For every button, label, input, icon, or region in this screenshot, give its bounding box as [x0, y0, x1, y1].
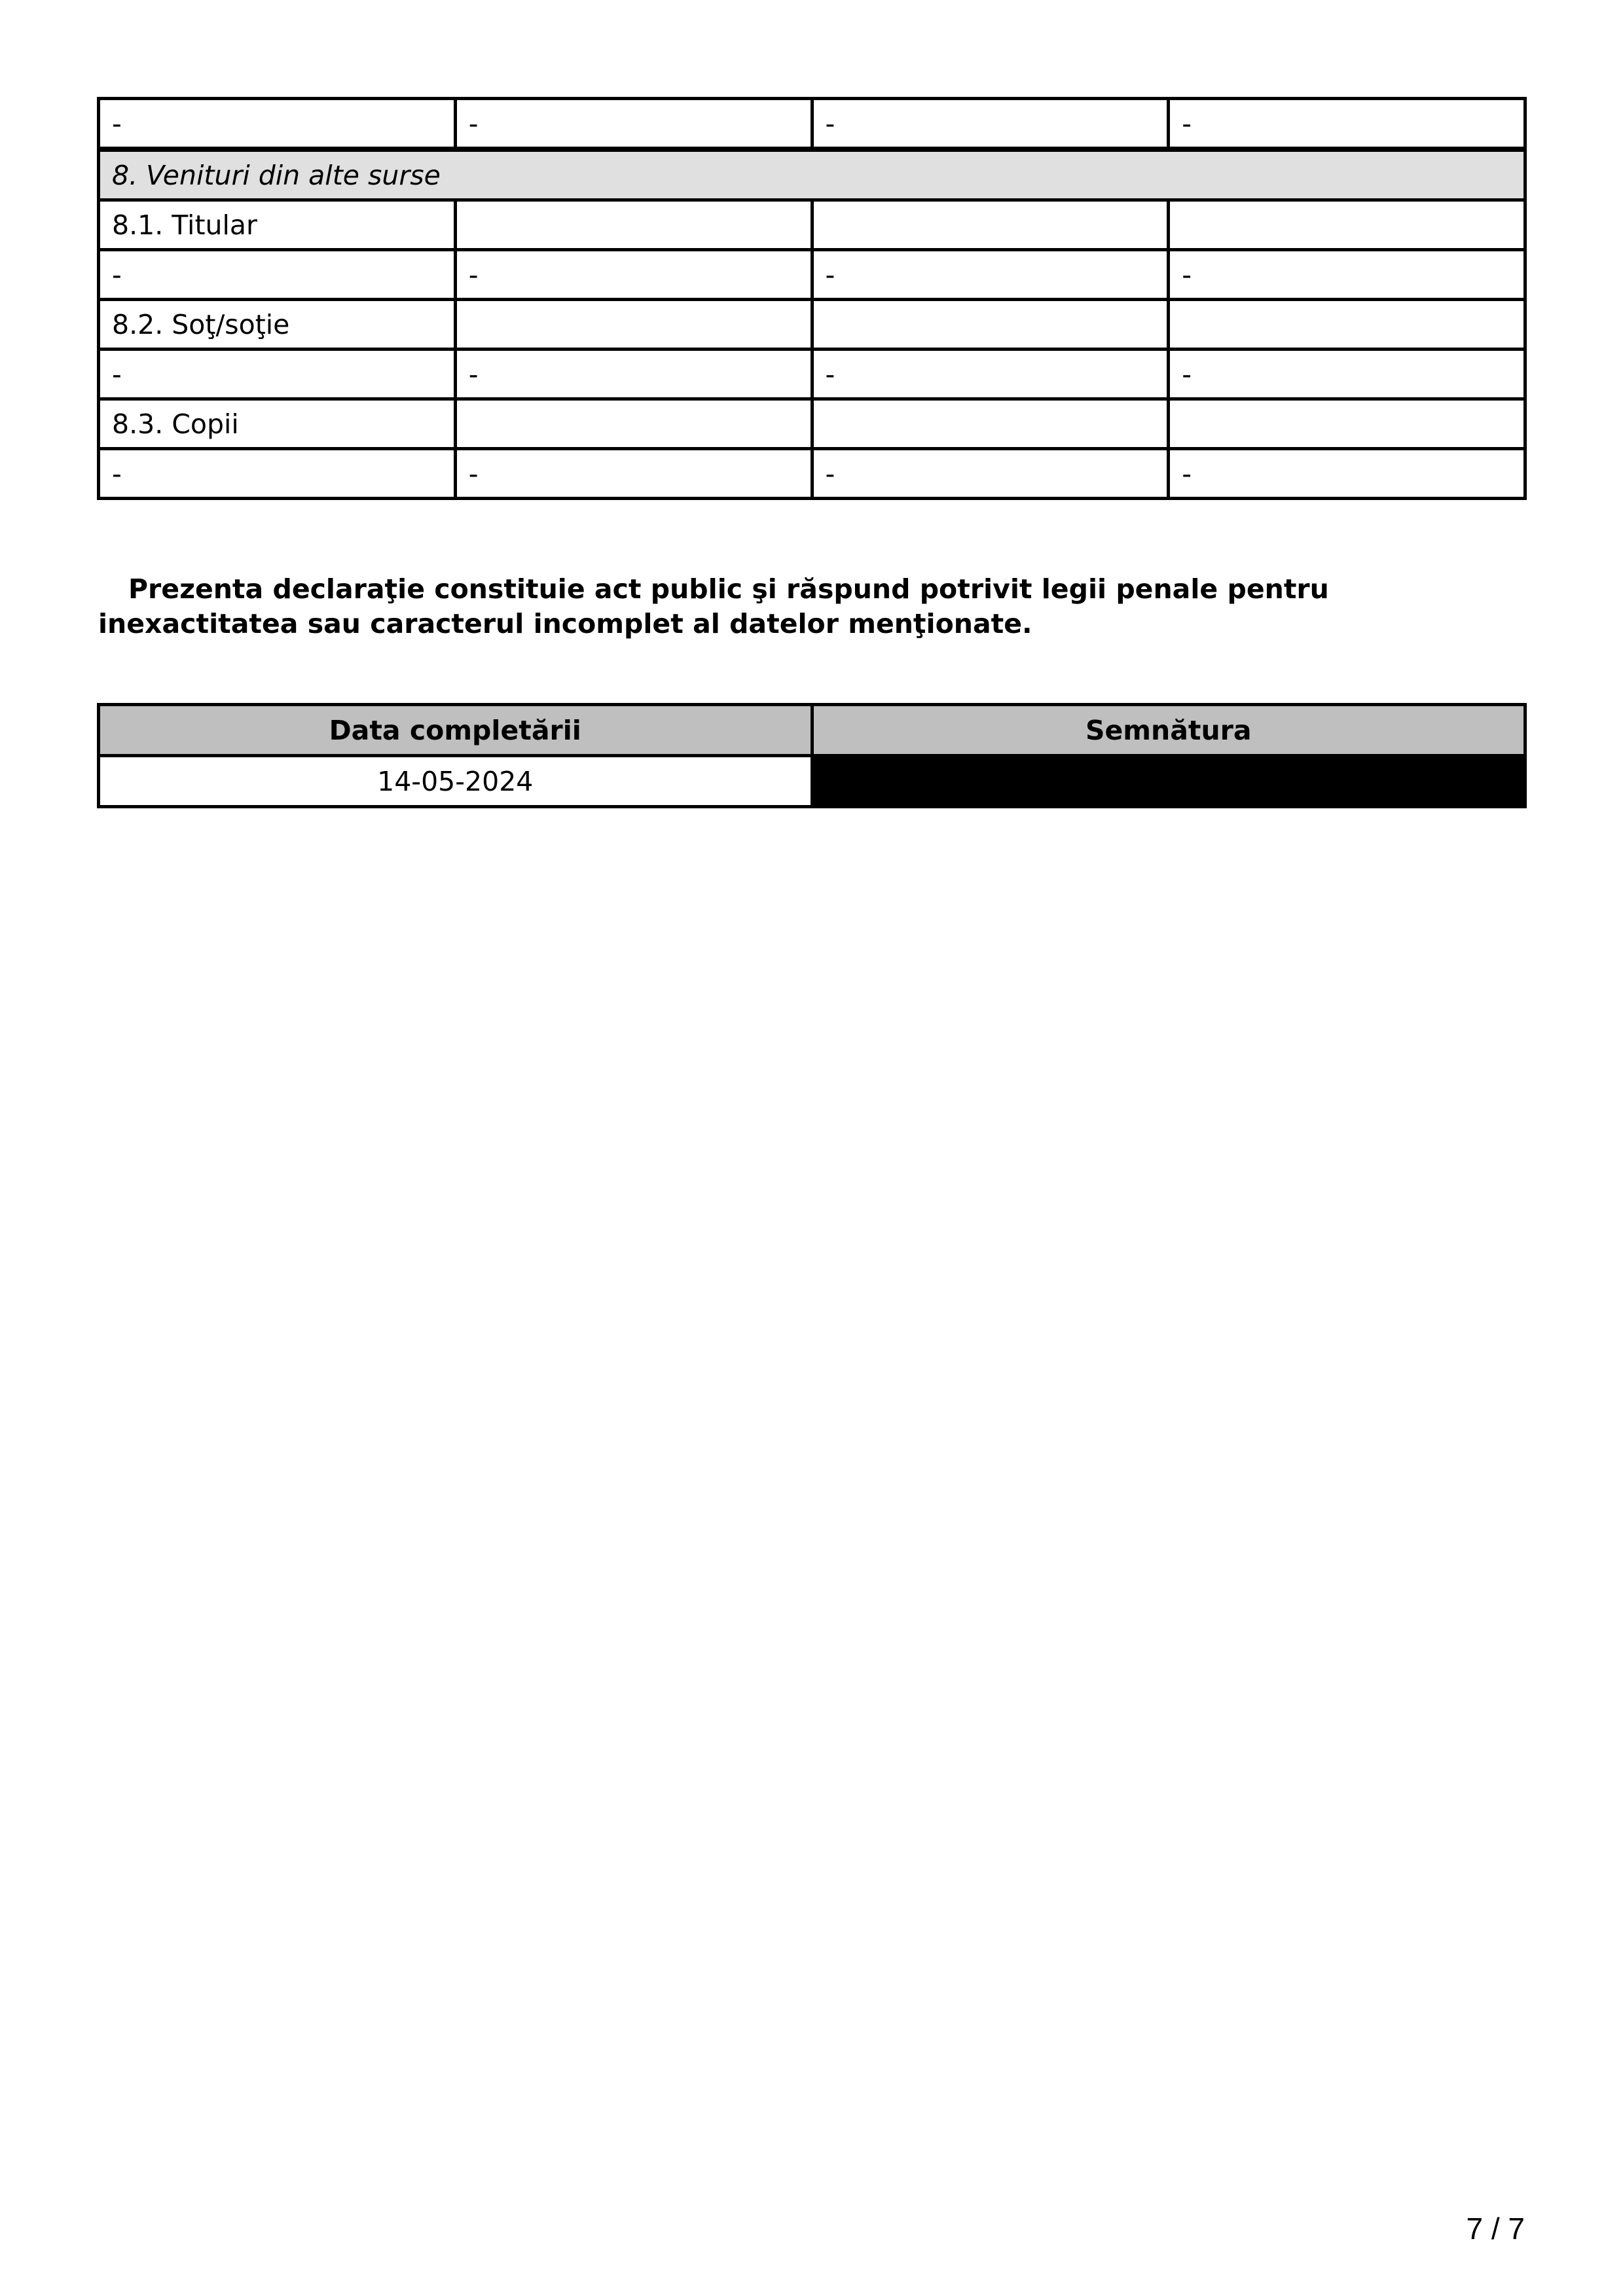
table-cell: [1169, 300, 1525, 350]
date-header: Data completării: [99, 705, 812, 756]
table-cell: [812, 399, 1169, 449]
table-cell: -: [812, 99, 1169, 150]
table-row: [99, 399, 1525, 449]
redacted-signature: [812, 756, 1525, 807]
row-label-spouse: 8.2. Soţ/soţie: [99, 300, 456, 350]
table-cell: [455, 399, 812, 449]
row-label-titular: 8.1. Titular: [99, 200, 456, 250]
table-cell: -: [1169, 250, 1525, 300]
completion-date: 14-05-2024: [99, 756, 812, 807]
table-row: [99, 449, 1525, 499]
table-cell: -: [455, 99, 812, 150]
table-cell: -: [812, 350, 1169, 399]
table-row: [99, 350, 1525, 399]
table-cell: -: [455, 250, 812, 300]
table-row: [99, 99, 1525, 150]
table-cell: -: [99, 350, 456, 399]
section-title: 8. Venituri din alte surse: [99, 149, 1525, 200]
table-cell: [455, 200, 812, 250]
table-cell: -: [1169, 99, 1525, 150]
signature-header-row: [99, 705, 1525, 756]
table-row: [99, 300, 1525, 350]
signature-value-row: [99, 756, 1525, 807]
section-header-row: [99, 149, 1525, 200]
table-cell: -: [1169, 350, 1525, 399]
table-cell: -: [812, 250, 1169, 300]
table-cell: -: [455, 350, 812, 399]
table-cell: -: [99, 250, 456, 300]
table-cell: [455, 300, 812, 350]
table-cell: -: [99, 99, 456, 150]
table-cell: -: [812, 449, 1169, 499]
table-cell: [1169, 200, 1525, 250]
table-row: [99, 250, 1525, 300]
income-table: [97, 97, 1527, 500]
table-cell: -: [455, 449, 812, 499]
declaration-statement: Prezenta declaraţie constituie act public şi răspund potrivit legii penale pentru inexactitatea sau caracterul incomplet al datelor menţionate.: [98, 573, 1329, 639]
signature-header: Semnătura: [812, 705, 1525, 756]
table-cell: -: [1169, 449, 1525, 499]
table-cell: [1169, 399, 1525, 449]
row-label-children: 8.3. Copii: [99, 399, 456, 449]
page-number: 7 / 7: [1466, 2212, 1525, 2246]
signature-table: [97, 703, 1527, 808]
table-cell: [812, 200, 1169, 250]
table-row: [99, 200, 1525, 250]
table-cell: [812, 300, 1169, 350]
table-cell: -: [99, 449, 456, 499]
